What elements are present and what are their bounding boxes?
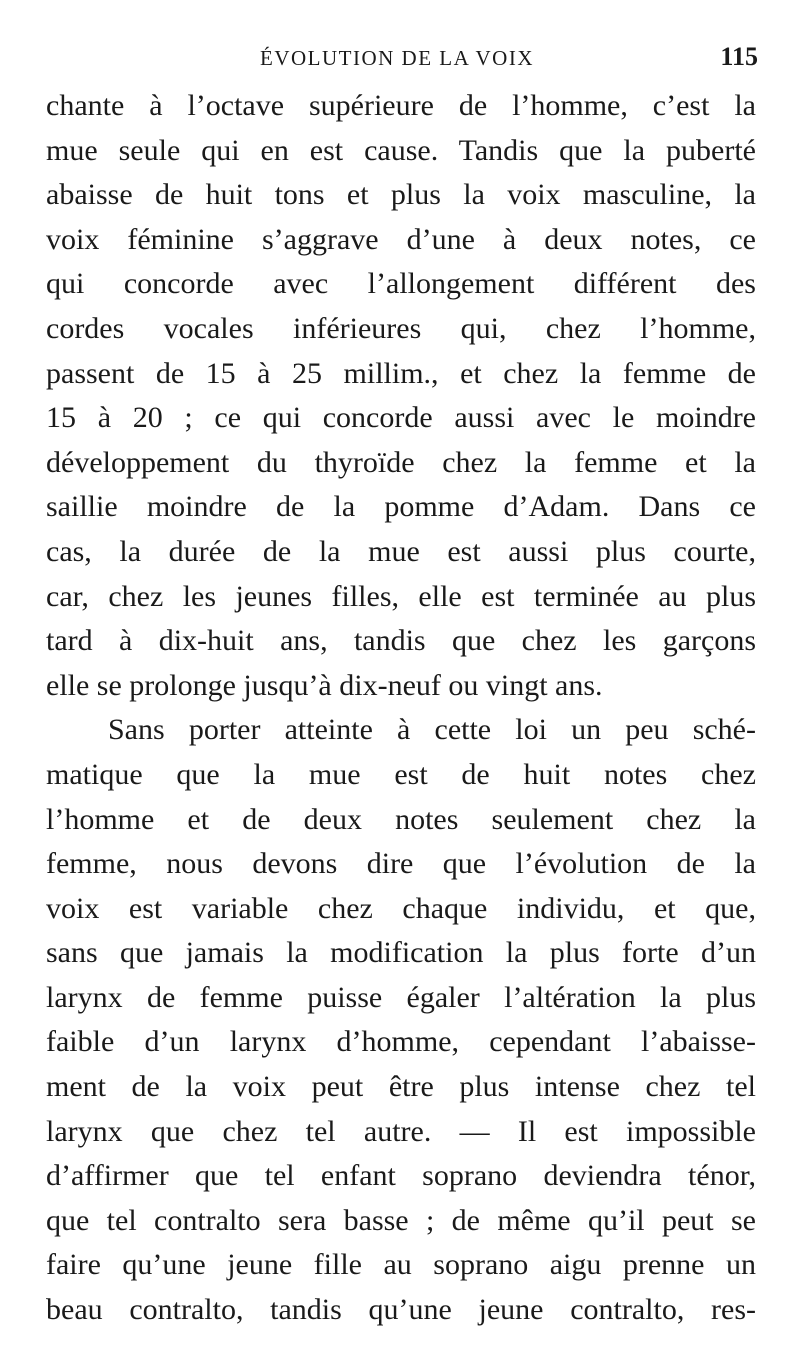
text-line: matique que la mue est de huit notes chez	[46, 757, 756, 791]
text-line: larynx que chez tel autre. — Il est impossible	[46, 1114, 756, 1148]
body-text	[46, 84, 756, 1333]
text-line: tard à dix-huit ans, tandis que chez les garçons	[46, 624, 756, 658]
text-line: développement du thyroïde chez la femme et la	[46, 445, 756, 479]
running-title: ÉVOLUTION DE LA VOIX	[260, 46, 534, 70]
text-line: larynx de femme puisse égaler l’altération la plus	[46, 980, 756, 1014]
text-line: cas, la durée de la mue est aussi plus courte,	[46, 534, 756, 568]
paragraph	[46, 708, 756, 1332]
text-line: sans que jamais la modification la plus forte d’un	[46, 936, 756, 970]
text-line: l’homme et de deux notes seulement chez la	[46, 802, 756, 836]
text-line: 15 à 20 ; ce qui concorde aussi avec le moindre	[46, 401, 756, 435]
text-line: ment de la voix peut être plus intense chez tel	[46, 1070, 756, 1104]
text-line: faire qu’une jeune fille au soprano aigu prenne un	[46, 1248, 756, 1282]
text-line: que tel contralto sera basse ; de même qu’il peut se	[46, 1203, 756, 1237]
text-line: beau contralto, tandis qu’une jeune contralto, res-	[46, 1293, 756, 1327]
paragraphs	[46, 84, 756, 1333]
page-number: 115	[720, 42, 758, 71]
text-line: d’affirmer que tel enfant soprano deviendra ténor,	[46, 1159, 756, 1193]
text-line: mue seule qui en est cause. Tandis que la puberté	[46, 133, 756, 167]
text-line: femme, nous devons dire que l’évolution de la	[46, 847, 756, 881]
text-line: chante à l’octave supérieure de l’homme, c’est la	[46, 89, 756, 122]
text-line: car, chez les jeunes filles, elle est terminée au plus	[46, 579, 756, 613]
running-head	[44, 40, 758, 76]
text-line: cordes vocales inférieures qui, chez l’homme,	[46, 311, 756, 345]
text-line: saillie moindre de la pomme d’Adam. Dans ce	[46, 490, 756, 524]
text-line: elle se prolonge jusqu’à dix-neuf ou vingt ans.	[46, 668, 603, 702]
text-line: voix est variable chez chaque individu, et que,	[46, 891, 756, 925]
text-line: Sans porter atteinte à cette loi un peu sché-	[108, 713, 756, 747]
text-line: abaisse de huit tons et plus la voix masculine, la	[46, 178, 756, 212]
text-line: qui concorde avec l’allongement différent des	[46, 267, 756, 301]
text-line: passent de 15 à 25 millim., et chez la femme de	[46, 356, 756, 390]
paragraph	[46, 84, 756, 708]
text-line: voix féminine s’aggrave d’une à deux notes, ce	[46, 222, 756, 256]
text-line: faible d’un larynx d’homme, cependant l’abaisse-	[46, 1025, 756, 1059]
